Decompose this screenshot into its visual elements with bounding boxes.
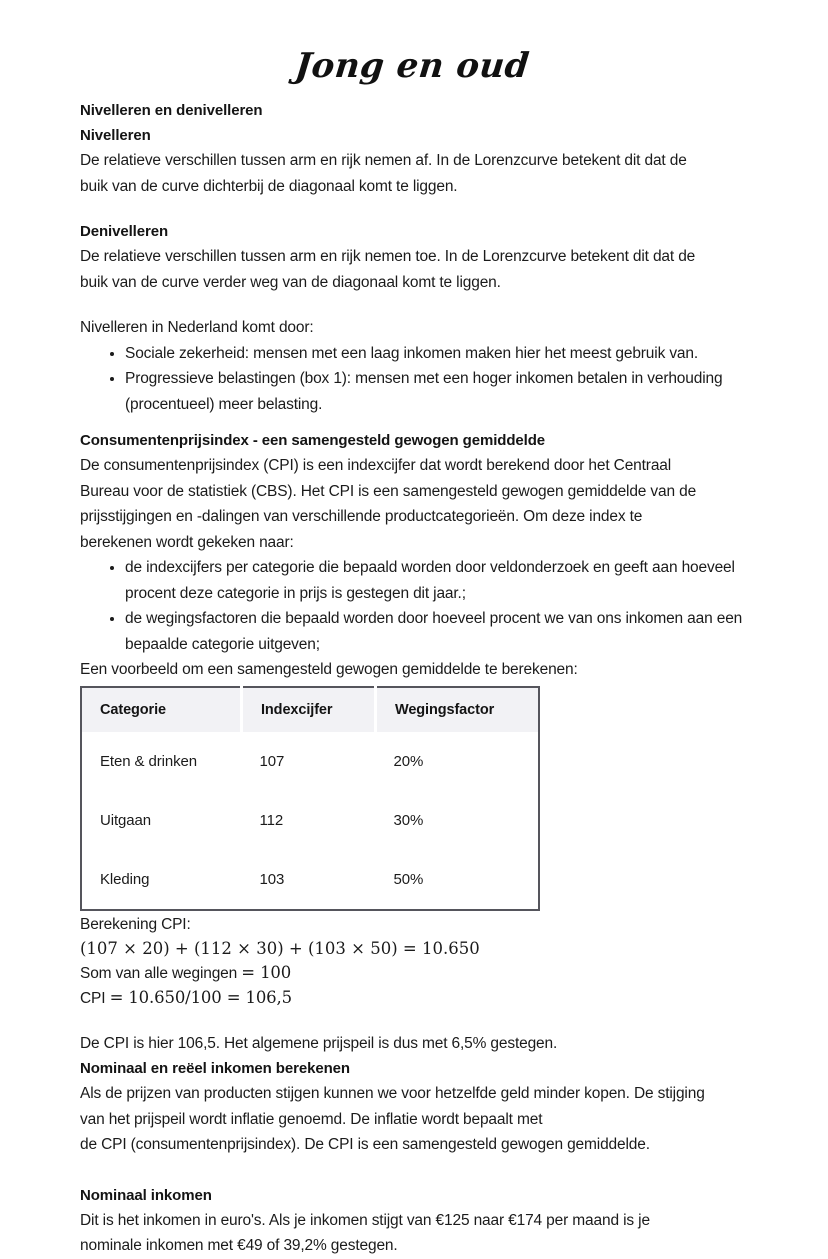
list-item: de wegingsfactoren die bepaald worden door hoeveel procent we van ons inkomen aan een bepaalde categorie uitgeven; [110,606,770,657]
cell-indexcijfer: 112 [259,811,284,829]
paragraph-nivelleren-line-2: buik van de curve dichterbij de diagonaal komt te liggen. [80,177,458,195]
berekening-label: Berekening CPI: [80,915,191,933]
berekening-cpi-value: = 10.650/100 = 106,5 [109,987,292,1007]
list-cpi-factors [80,555,770,657]
berekening-cpi-label: CPI [80,989,106,1007]
cell-categorie: Kleding [100,870,150,888]
heading-consumentenprijsindex: Consumentenprijsindex - een samengesteld gewogen gemiddelde [80,432,546,449]
table-row [81,732,539,791]
paragraph-cpi-line-1: De consumentenprijsindex (CPI) is een indexcijfer dat wordt berekend door het Centraal [80,457,672,474]
paragraph-denivelleren-line-1: De relatieve verschillen tussen arm en rijk nemen toe. In de Lorenzcurve betekent dit dat de [80,248,696,265]
paragraph-nivelleren-nederland-intro: Nivelleren in Nederland komt door: [80,319,314,336]
table-row [81,850,539,910]
table-header [81,687,539,732]
list-item: Progressieve belastingen (box 1): mensen met een hoger inkomen betalen in verhouding (procentueel) meer belasting. [110,366,770,417]
paragraph-denivelleren-line-2: buik van de curve verder weg van de diagonaal komt te liggen. [80,273,501,291]
list-item: Sociale zekerheid: mensen met een laag inkomen maken hier het meest gebruik van. [110,341,770,367]
document-body [0,98,828,1259]
heading-nivelleren-en-denivelleren: Nivelleren en denivelleren [80,102,263,119]
cpi-example-table [80,686,540,911]
spacer [80,295,770,315]
paragraph-nominaal-reeel-line-1: Als de prijzen van producten stijgen kunnen we voor hetzelfde geld minder kopen. De stijging [80,1085,705,1102]
spacer [80,417,770,428]
list-item: de indexcijfers per categorie die bepaald worden door veldonderzoek en geeft aan hoeveel procent deze categorie in prijs is gestegen dit jaar.; [110,555,770,606]
cell-categorie: Uitgaan [100,811,152,829]
paragraph-cpi-line-3: prijsstijgingen en -dalingen van verschillende productcategorieën. Om deze index te [80,508,643,525]
berekening-cpi-row [80,986,770,1011]
paragraph-cpi-example-intro: Een voorbeeld om een samengesteld gewogen gemiddelde te berekenen: [80,661,578,678]
paragraph-nominaal-inkomen-line-2: nominale inkomen met €49 of 39,2% gestegen. [80,1237,398,1254]
paragraph-cpi-line-4: berekenen wordt gekeken naar: [80,533,294,551]
paragraph-nivelleren-line-1: De relatieve verschillen tussen arm en rijk nemen af. In de Lorenzcurve betekent dit dat de [80,152,687,169]
column-header-wegingsfactor: Wegingsfactor [376,687,540,732]
spacer [80,199,770,219]
berekening-formula: (107 × 20) + (112 × 30) + (103 × 50) = 10.650 [80,938,480,958]
cell-wegingsfactor: 50% [393,870,424,888]
paragraph-cpi-conclusion: De CPI is hier 106,5. Het algemene prijspeil is dus met 6,5% gestegen. [80,1034,558,1052]
paragraph-nominaal-inkomen-line-1: Dit is het inkomen in euro's. Als je inkomen stijgt van €125 naar €174 per maand is je [80,1211,650,1229]
list-nivelleren-nederland [80,341,770,418]
paragraph-nominaal-reeel-line-2: van het prijspeil wordt inflatie genoemd. De inflatie wordt bepaalt met [80,1110,543,1128]
column-header-indexcijfer: Indexcijfer [242,687,376,732]
table-row [81,791,539,850]
heading-nominaal-en-reeel: Nominaal en reëel inkomen berekenen [80,1060,350,1077]
spacer [80,1011,770,1031]
heading-nivelleren: Nivelleren [80,127,151,144]
cell-indexcijfer: 103 [259,870,285,888]
heading-nominaal-inkomen: Nominaal inkomen [80,1186,212,1204]
heading-denivelleren: Denivelleren [80,223,169,240]
cell-indexcijfer: 107 [259,752,285,770]
berekening-sum-value: = 100 [241,962,292,982]
berekening-sum-label: Som van alle wegingen [80,964,238,982]
cell-wegingsfactor: 20% [393,752,424,770]
berekening-sum-row [80,961,770,986]
table-header-row [81,687,539,732]
cell-categorie: Eten & drinken [100,752,197,770]
paragraph-cpi-line-2: Bureau voor de statistiek (CBS). Het CPI is een samengesteld gewogen gemiddelde van de [80,482,697,500]
spacer [80,1158,770,1183]
table-body [81,732,539,910]
column-header-categorie: Categorie [81,687,242,732]
paragraph-nominaal-reeel-line-3: de CPI (consumentenprijsindex). De CPI is een samengesteld gewogen gemiddelde. [80,1136,650,1153]
page-title: Jong en oud [293,46,532,86]
berekening-cpi-block [80,913,770,1011]
cell-wegingsfactor: 30% [393,811,424,829]
